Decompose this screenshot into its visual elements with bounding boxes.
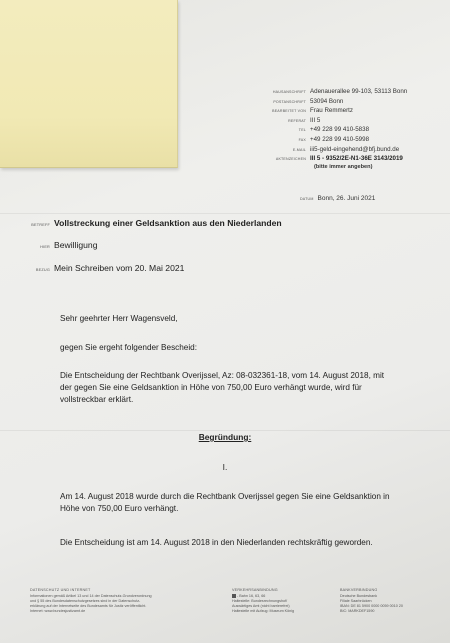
decision-line: vollstreckbar erklärt. xyxy=(60,395,134,405)
reference-label: BEZUG xyxy=(35,268,50,272)
footer-line: Auswärtiges Amt (nicht barrierefrei) xyxy=(232,604,290,608)
sticky-note xyxy=(0,0,178,168)
address-value: 53094 Bonn xyxy=(310,97,344,105)
address-block xyxy=(262,88,448,170)
address-label: AKTENZEICHEN xyxy=(275,157,306,162)
footer-line: Informationen gemäß Artikel 13 und 14 der Datenschutz-Grundverordnung xyxy=(30,594,152,598)
decision-line: Die Entscheidung der Rechtbank Overijssel, Az: 08-032361-18, vom 14. August 2018, mit xyxy=(60,371,385,380)
intro-text: gegen Sie ergeht folgender Bescheid: xyxy=(60,343,198,352)
here-label: HIER xyxy=(40,245,50,249)
date-row xyxy=(300,195,375,202)
paragraph-2: Die Entscheidung ist am 14. August 2018 in den Niederlanden rechtskräftig geworden. xyxy=(60,538,373,547)
footer-bank xyxy=(340,588,440,614)
subject-row xyxy=(30,218,282,228)
address-label: REFERAT xyxy=(288,118,306,123)
address-label: POSTANSCHRIFT xyxy=(273,99,306,104)
subject-label: BETREFF xyxy=(31,223,50,227)
footer-line: erklärung auf der Internetseite des Bundesamts für Justiz veröffentlicht. xyxy=(30,604,147,608)
here-row xyxy=(30,240,97,250)
address-row xyxy=(262,136,448,146)
file-number: III 5 - 9352/2E-N1-36E 3143/2019 xyxy=(310,155,403,163)
address-row xyxy=(262,107,448,117)
paragraph-1 xyxy=(60,491,430,515)
decision-line: der gegen Sie eine Geldsanktion in Höhe von 750,00 Euro verhängt wurde, wird für xyxy=(60,383,362,393)
footer-line: IBAN: DE 81 5900 0000 0059 0010 20 xyxy=(340,604,403,608)
address-label: FAX xyxy=(298,137,306,142)
footer-line: und § 55 des Bundesdatenschutzgesetzes sind in der Datenschutz- xyxy=(30,599,141,603)
footer-line-text: - Bahn 16, 63, 66 xyxy=(237,594,266,598)
address-row xyxy=(262,146,448,156)
section-numeral: I. xyxy=(222,462,228,472)
address-row xyxy=(262,88,448,98)
footer-line: BIC: MARKDEF1590 xyxy=(340,609,375,613)
address-label: TEL xyxy=(298,128,306,133)
address-value: +49 228 99 410-5838 xyxy=(310,126,370,134)
footer-title: BANKVERBINDUNG xyxy=(340,588,378,592)
address-row xyxy=(262,98,448,108)
decision-paragraph xyxy=(60,370,430,407)
address-value: +49 228 99 410-5998 xyxy=(310,135,370,143)
address-label: E-MAIL xyxy=(292,147,306,152)
footer-privacy xyxy=(30,588,180,614)
paragraph-line: Am 14. August 2018 wurde durch die Rechtbank Overijssel gegen Sie eine Geldsanktion in xyxy=(60,492,390,501)
footer-line: Deutsche Bundesbank xyxy=(340,594,378,598)
footer-transport xyxy=(232,588,327,614)
salutation: Sehr geehrter Herr Wagensveld, xyxy=(60,314,178,323)
paper-fold xyxy=(0,213,450,214)
reference-row xyxy=(30,263,184,273)
address-value: III 5 xyxy=(310,116,321,124)
address-value: Adenauerallee 99-103, 53113 Bonn xyxy=(310,88,408,95)
footer-line: Internet: www.bundesjustizamt.de xyxy=(30,609,86,613)
here-value: Bewilligung xyxy=(54,240,98,250)
footer-title: VERKEHRSANBINDUNG xyxy=(232,588,278,592)
address-value: iii5-geld-eingehend@bfj.bund.de xyxy=(310,145,400,153)
address-label: BEARBEITET VON xyxy=(272,109,306,114)
footer-line: Filiale Saarbrücken xyxy=(340,599,372,603)
address-row xyxy=(262,117,448,127)
address-label: HAUSANSCHRIFT xyxy=(272,90,306,94)
address-row xyxy=(262,126,448,136)
date-value: Bonn, 26. Juni 2021 xyxy=(317,195,376,202)
tram-icon xyxy=(232,594,236,598)
footer-title: DATENSCHUTZ UND INTERNET xyxy=(30,588,91,592)
date-label: DATUM xyxy=(300,197,314,201)
address-note: (bitte immer angeben) xyxy=(314,163,373,170)
paragraph-line: Höhe von 750,00 Euro verhängt. xyxy=(60,504,179,514)
section-heading: Begründung: xyxy=(198,432,252,442)
reference-value: Mein Schreiben vom 20. Mai 2021 xyxy=(54,263,185,273)
paper-fold xyxy=(0,430,450,431)
footer-line: Haltestelle: Bundesrechnungshof/ xyxy=(232,599,288,603)
address-value: Frau Remmertz xyxy=(310,107,353,115)
footer-line: Haltestelle mit Aufzug: Museum König xyxy=(232,609,295,613)
subject-value: Vollstreckung einer Geldsanktion aus den Niederlanden xyxy=(54,218,282,228)
